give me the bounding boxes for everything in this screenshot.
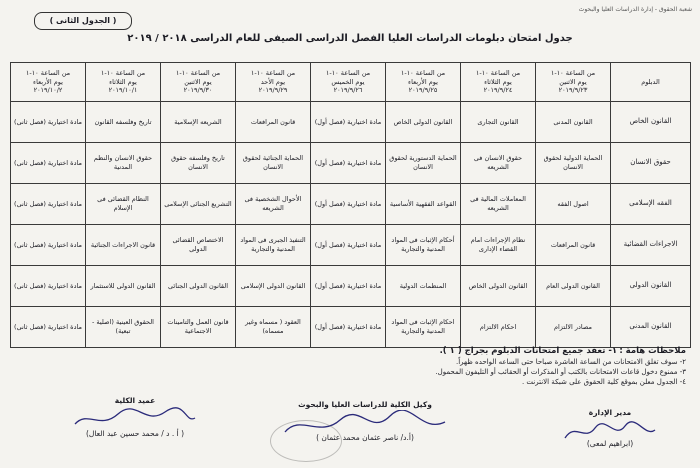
table-cell: قانون المرافعات	[536, 225, 611, 266]
dean-signature-block	[60, 396, 210, 438]
table-row	[11, 102, 691, 143]
dean-name: ( أ . د / محمد حسين عبد العال)	[85, 429, 185, 438]
table-row	[11, 307, 691, 348]
day-header: من الساعة ١٠-١ يوم الاثنين ٢٠١٩/٩/٢٣	[536, 63, 611, 102]
table-cell: القواعد الفقهية الأساسية	[386, 184, 461, 225]
important-notes	[86, 346, 686, 386]
document-title: جدول امتحان دبلومات الدراسات العليا الفصل الدراسى الصيفى للعام الدراسى ٢٠١٨ / ٢٠١٩	[127, 33, 573, 44]
notes-heading: ملاحظات هامة :	[619, 346, 686, 356]
table-cell: قانون المرافعات	[236, 102, 311, 143]
handwritten-signature-icon	[70, 404, 200, 432]
diploma-name: الاجراءات القضائية	[611, 225, 691, 266]
note-item: ٤- الجدول معلن بموقع كلية الحقوق على شبكة الانترنت .	[521, 378, 686, 386]
table-cell: مادة اختيارية (فصل أول)	[311, 266, 386, 307]
diploma-name: القانون الدولى	[611, 266, 691, 307]
diploma-name: القانون الخاص	[611, 102, 691, 143]
table-cell: القانون الدولى الخاص	[461, 266, 536, 307]
day-header: من الساعة ١٠-١ يوم الثلاثاء ٢٠١٩/١٠/١	[86, 63, 161, 102]
department-note: شعبة الحقوق - إدارة الدراسات العليا والبحوث	[578, 6, 692, 13]
table-cell: مادة اختيارية (فصل ثانى)	[11, 184, 86, 225]
diploma-column-header: الدبلوم	[611, 63, 691, 102]
table-cell: حقوق الانسان والنظم المدنية	[86, 143, 161, 184]
table-cell: مادة اختيارية (فصل ثانى)	[11, 102, 86, 143]
day-header: من الساعة ١٠-١ يوم الأربعاء ٢٠١٩/٩/٢٥	[386, 63, 461, 102]
table-cell: مادة اختيارية (فصل ثانى)	[11, 143, 86, 184]
table-cell: قانون الاجراءات الجنائية	[86, 225, 161, 266]
table-cell: الأحوال الشخصية فى الشريعه	[236, 184, 311, 225]
director-title: مدير الإدارة	[588, 408, 632, 417]
note-item: ٣- ممنوع دخول قاعات الامتحانات بالكتب أو المذكرات أو الحقائب أو التليفون المحمول.	[435, 368, 686, 376]
table-cell: القانون الدولى العام	[536, 266, 611, 307]
table-cell: مادة اختيارية (فصل أول)	[311, 184, 386, 225]
table-cell: احكام الإثبات فى المواد المدنية والتجارية	[386, 307, 461, 348]
table-cell: مصادر الالتزام	[536, 307, 611, 348]
table-cell: النظام القضائى فى الإسلام	[86, 184, 161, 225]
day-header: من الساعة ١٠-١ يوم الخميس ٢٠١٩/٩/٢٦	[311, 63, 386, 102]
table-cell: احكام الالتزام	[461, 307, 536, 348]
day-header: من الساعة ١٠-١ يوم الأربعاء ٢٠١٩/١٠/٢	[11, 63, 86, 102]
table-cell: نظام الإجراءات امام القضاء الإدارى	[461, 225, 536, 266]
vice-dean-name: (أ.د/ ناصر عثمان محمد عثمان )	[316, 433, 414, 442]
day-header: من الساعة ١٠-١ يوم الأحد ٢٠١٩/٩/٢٩	[236, 63, 311, 102]
table-cell: مادة اختيارية (فصل أول)	[311, 102, 386, 143]
table-row	[11, 266, 691, 307]
table-cell: الاختصاص القضائى الدولى	[161, 225, 236, 266]
table-row	[11, 143, 691, 184]
table-cell: التشريع الجنائى الإسلامى	[161, 184, 236, 225]
diploma-name: الفقه الإسلامى	[611, 184, 691, 225]
dean-title: عميد الكلية	[114, 396, 156, 405]
table-cell: الحماية الجنائية لحقوق الانسان	[236, 143, 311, 184]
exam-schedule-table	[10, 62, 691, 348]
table-cell: المنظمات الدولية	[386, 266, 461, 307]
table-cell: التنفيذ الجبرى فى المواد المدنية والتجارية	[236, 225, 311, 266]
table-label: ( الجدول الثانى )	[34, 12, 132, 30]
table-cell: مادة اختيارية (فصل ثانى)	[11, 307, 86, 348]
table-cell: تاريخ وفلسفه القانون	[86, 102, 161, 143]
note-item: ١- تعقد جميع امتحانات الدبلوم بجراج ( ١ ).	[439, 346, 618, 356]
table-cell: القانون الدولى الجنائى	[161, 266, 236, 307]
official-stamp-icon	[270, 420, 342, 462]
table-cell: مادة اختيارية (فصل أول)	[311, 143, 386, 184]
table-cell: مادة اختيارية (فصل ثانى)	[11, 225, 86, 266]
day-header: من الساعة ١٠-١ يوم الاثنين ٢٠١٩/٩/٣٠	[161, 63, 236, 102]
table-row	[11, 225, 691, 266]
table-cell: مادة اختيارية (فصل ثانى)	[11, 266, 86, 307]
table-cell: العقود ( مسماه وغير مسماه)	[236, 307, 311, 348]
diploma-name: القانون المدنى	[611, 307, 691, 348]
diploma-name: حقوق الانسان	[611, 143, 691, 184]
director-name: (ابراهيم لمعى)	[586, 439, 634, 448]
table-cell: قانون العمل والتامينات الاجتماعية	[161, 307, 236, 348]
table-cell: تاريخ وفلسفه حقوق الانسان	[161, 143, 236, 184]
table-cell: أحكام الإثبات فى المواد المدنية والتجارية	[386, 225, 461, 266]
table-cell: حقوق الانسان فى الشريعه	[461, 143, 536, 184]
table-cell: القانون التجارى	[461, 102, 536, 143]
table-row	[11, 184, 691, 225]
table-cell: المعاملات المالية فى الشريعه	[461, 184, 536, 225]
table-cell: القانون الدولى الإسلامى	[236, 266, 311, 307]
note-item: ٢- سوف تغلق الامتحانات من الساعة العاشرة صباحا حتى الساعه الواحده ظهراً.	[456, 358, 686, 366]
day-header: من الساعة ١٠-١ يوم الثلاثاء ٢٠١٩/٩/٢٤	[461, 63, 536, 102]
table-cell: القانون الدولى الخاص	[386, 102, 461, 143]
table-cell: الحقوق العينية (اصلية - تبعية)	[86, 307, 161, 348]
table-cell: اصول الفقه	[536, 184, 611, 225]
table-cell: القانون الدولى للاستثمار	[86, 266, 161, 307]
director-signature-block	[540, 408, 680, 448]
table-cell: مادة اختيارية (فصل أول)	[311, 307, 386, 348]
table-cell: الحماية الدولية لحقوق الانسان	[536, 143, 611, 184]
handwritten-signature-icon	[560, 420, 660, 444]
table-header-row	[11, 63, 691, 102]
table-cell: مادة اختيارية (فصل أول)	[311, 225, 386, 266]
table-cell: القانون المدنى	[536, 102, 611, 143]
vice-dean-title: وكيل الكلية للدراسات العليا والبحوث	[298, 400, 432, 409]
table-cell: الشريعه الإسلامية	[161, 102, 236, 143]
table-cell: الحماية الدستورية لحقوق الانسان	[386, 143, 461, 184]
